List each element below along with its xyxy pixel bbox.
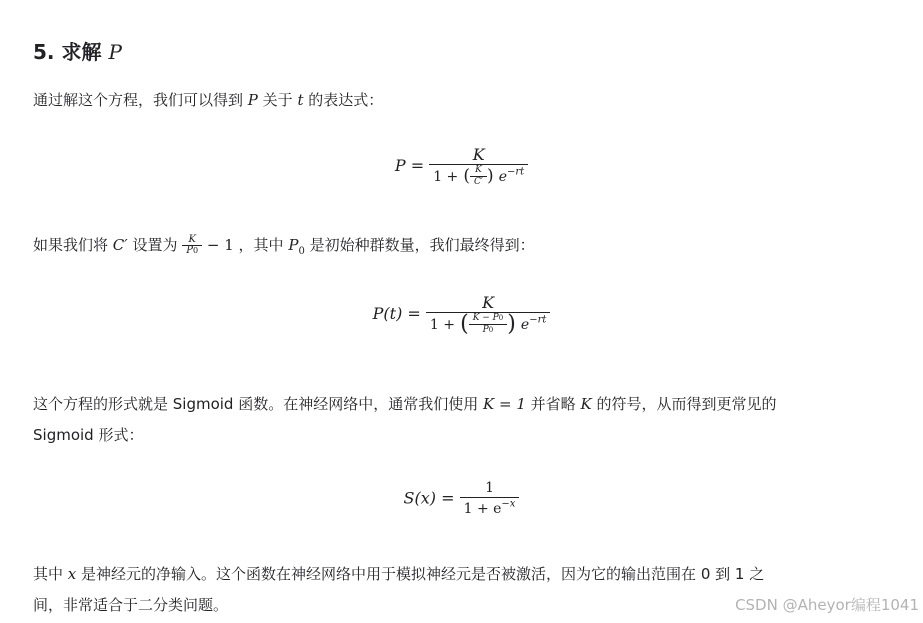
para4-var-x: x xyxy=(67,565,77,583)
equation-2 xyxy=(0,293,923,336)
eq2-inner-den-sub: 0 xyxy=(488,325,494,334)
equation-3 xyxy=(0,480,923,518)
eq2-paren-right: ) xyxy=(507,311,516,337)
eq1-paren-right: ) xyxy=(486,165,494,186)
eq3-den-base: 1 + e xyxy=(463,500,502,517)
para1-text-1: 通过解这个方程，我们可以得到 xyxy=(33,91,244,109)
para3-text-3: 的符号，从而得到更常见的 xyxy=(596,395,777,413)
para2-var-c-prime: C′ xyxy=(112,236,128,254)
section-title: 求解 xyxy=(61,40,102,64)
eq1-denominator xyxy=(429,165,528,188)
eq3-fraction xyxy=(460,480,520,518)
section-heading xyxy=(33,36,122,65)
para1-text-2: 关于 xyxy=(262,91,293,109)
para3-line-1 xyxy=(33,389,776,420)
eq3-equals: = xyxy=(441,488,455,508)
paragraph-sigmoid-intro xyxy=(33,389,776,451)
eq2-lhs: P(t) xyxy=(372,303,403,323)
section-number: 5. xyxy=(33,40,55,64)
eq1-numerator: K xyxy=(472,145,485,164)
eq1-inner-den: C′ xyxy=(474,176,483,187)
eq1-exp-base: e xyxy=(498,168,507,185)
para4-text-1: 其中 xyxy=(33,565,64,583)
eq2-fraction xyxy=(426,293,550,336)
paragraph-intro xyxy=(33,85,383,116)
para4-line-2: 间，非常适合于二分类问题。 xyxy=(33,596,229,614)
eq2-inner-den: P xyxy=(482,324,489,335)
para3-var-k-equals-1: K = 1 xyxy=(483,395,526,413)
para4-text-2: 是神经元的净输入。这个函数在神经网络中用于模拟神经元是否被激活，因为它的输出范围在 0 到 1 之 xyxy=(81,565,765,583)
csdn-watermark: CSDN @Aheyor编程1041 xyxy=(735,596,919,614)
para2-inline-fraction xyxy=(182,235,202,256)
eq1-den-one-plus: 1 + xyxy=(433,168,459,185)
para2-text-4: 是初始种群数量，我们最终得到： xyxy=(309,236,535,254)
para2-text-1: 如果我们将 xyxy=(33,236,109,254)
para1-var-p: P xyxy=(247,91,258,109)
para3-var-k: K xyxy=(580,395,592,413)
para2-text-2: 设置为 xyxy=(132,236,178,254)
eq1-paren-left: ( xyxy=(463,165,471,186)
section-title-variable: P xyxy=(108,40,122,64)
eq2-inner-num-sub: 0 xyxy=(498,314,504,323)
eq2-inner-num: K − P xyxy=(472,313,499,324)
eq2-paren-left: ( xyxy=(460,311,469,337)
eq3-denominator xyxy=(460,498,520,518)
eq3-numerator: 1 xyxy=(485,480,494,496)
eq3-exponent: −x xyxy=(501,498,516,510)
eq1-inner-num: K xyxy=(475,165,482,176)
para3-text-2: 并省略 xyxy=(530,395,576,413)
para2-minus-one: − 1 xyxy=(206,236,234,254)
paragraph-substitution xyxy=(33,230,535,267)
para2-text-3: ，其中 xyxy=(238,236,284,254)
para2-frac-den-sub: 0 xyxy=(193,246,199,255)
para2-var-p0-sub: 0 xyxy=(298,246,305,257)
eq2-numerator: K xyxy=(482,293,495,312)
para4-line-1 xyxy=(33,559,764,590)
para1-var-t: t xyxy=(297,91,304,109)
para2-var-p0: P xyxy=(288,236,299,254)
paragraph-conclusion xyxy=(33,559,764,621)
eq1-lhs: P xyxy=(394,155,406,175)
eq2-inner-fraction xyxy=(469,313,508,336)
para2-frac-num: K xyxy=(188,234,196,245)
eq2-equals: = xyxy=(407,303,421,323)
eq2-denominator xyxy=(426,313,550,336)
eq2-den-one-plus: 1 + xyxy=(429,316,455,333)
para3-text-1: 这个方程的形式就是 Sigmoid 函数。在神经网络中，通常我们使用 xyxy=(33,395,479,413)
eq2-exp-base: e xyxy=(520,316,530,333)
eq1-fraction xyxy=(429,145,528,188)
eq1-inner-fraction xyxy=(470,165,487,188)
equation-1 xyxy=(0,145,923,188)
para1-text-3: 的表达式： xyxy=(308,91,384,109)
eq3-lhs: S(x) xyxy=(403,488,436,508)
eq1-equals: = xyxy=(410,155,425,175)
para3-line-2: Sigmoid 形式： xyxy=(33,426,144,444)
para2-frac-den: P xyxy=(186,245,193,256)
eq2-exponent: −rt xyxy=(529,314,547,326)
eq1-exponent: −rt xyxy=(506,166,525,178)
